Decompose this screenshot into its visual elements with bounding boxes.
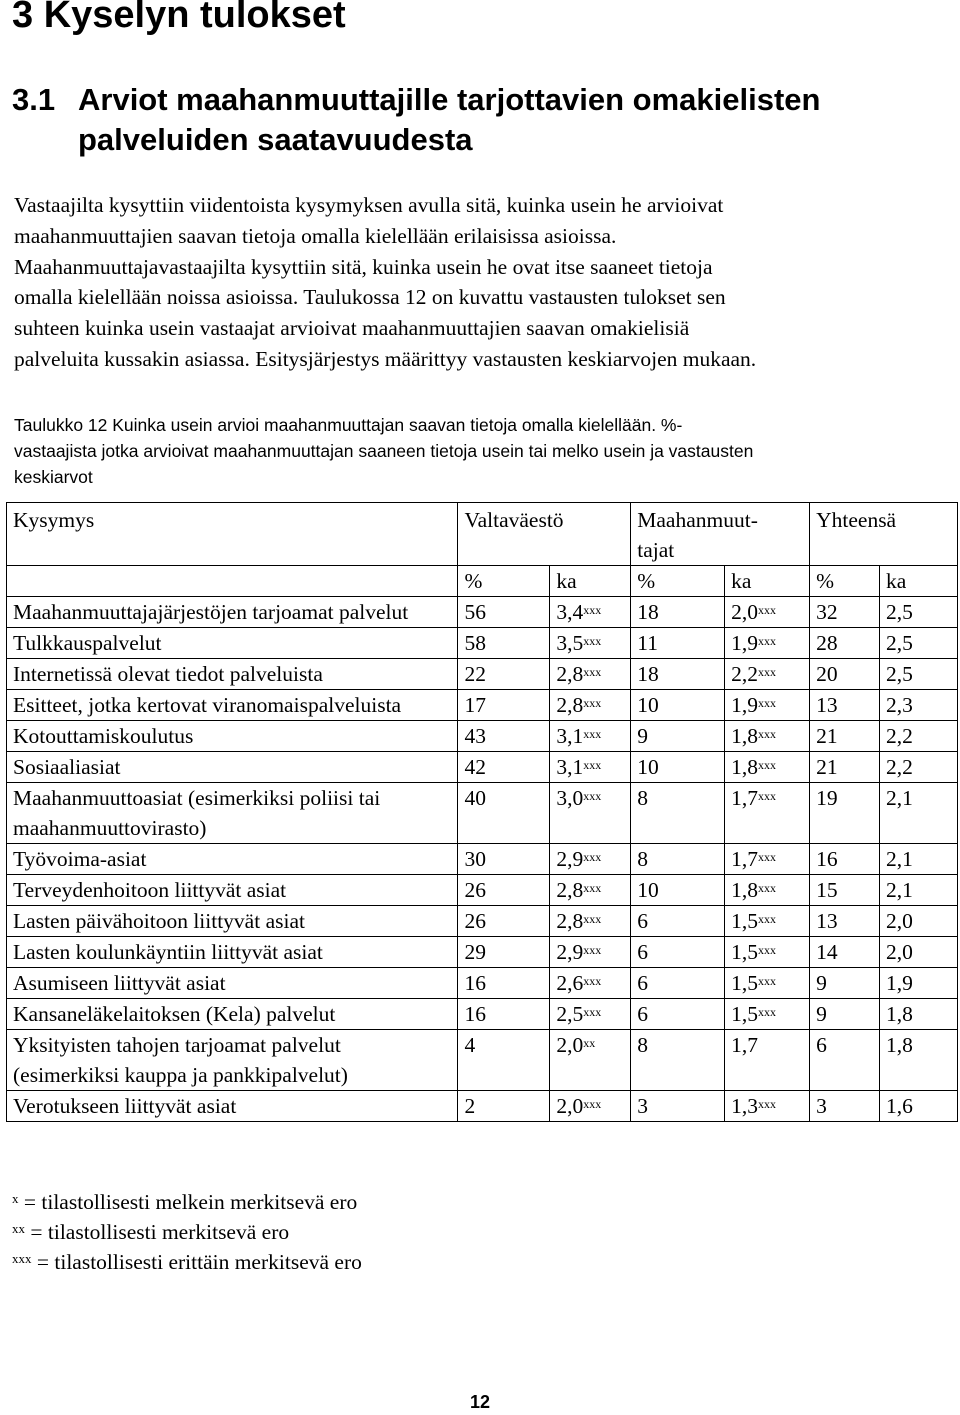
valtavaesto-percent: 29 — [458, 937, 550, 968]
significance-mark: xxx — [758, 634, 777, 648]
significance-mark: xxx — [758, 665, 777, 679]
mean-value: 1,8 — [731, 878, 759, 902]
note-line — [12, 1217, 362, 1247]
significance-mark: xxx — [583, 603, 602, 617]
mean-value: 1,5 — [731, 971, 759, 995]
table-row — [7, 844, 958, 875]
significance-mark: xxx — [583, 850, 602, 864]
valtavaesto-mean — [550, 721, 631, 752]
maahanmuuttajat-mean — [725, 690, 810, 721]
maahanmuuttajat-percent: 10 — [631, 875, 725, 906]
table-row — [7, 752, 958, 783]
yhteensa-percent: 6 — [810, 1030, 880, 1091]
valtavaesto-mean — [550, 844, 631, 875]
section-title-line-1: Arviot maahanmuuttajille tarjottavien omakielisten — [78, 82, 821, 117]
maahanmuuttajat-mean — [725, 937, 810, 968]
significance-mark: xx — [583, 1036, 596, 1050]
maahanmuuttajat-percent: 18 — [631, 597, 725, 628]
intro-line: palveluita kussakin asiassa. Esitysjärjestys määrittyy vastausten keskiarvojen mukaan. — [14, 346, 757, 371]
significance-mark: xxx — [583, 789, 602, 803]
maahanmuuttajat-percent: 6 — [631, 999, 725, 1030]
table-header-row — [7, 503, 958, 566]
yhteensa-mean: 2,1 — [880, 783, 958, 844]
maahanmuuttajat-percent: 8 — [631, 1030, 725, 1091]
significance-mark: xxx — [758, 789, 777, 803]
yhteensa-mean: 2,5 — [880, 628, 958, 659]
yhteensa-percent: 9 — [810, 968, 880, 999]
row-label: Asumiseen liittyvät asiat — [7, 968, 458, 999]
significance-mark: xxx — [758, 1097, 777, 1111]
mean-value: 2,8 — [556, 662, 584, 686]
valtavaesto-percent: 16 — [458, 999, 550, 1030]
mean-value: 3,0 — [556, 786, 584, 810]
mean-value: 1,7 — [731, 847, 759, 871]
row-label: Terveydenhoitoon liittyvät asiat — [7, 875, 458, 906]
maahanmuuttajat-percent: 6 — [631, 968, 725, 999]
row-label: Työvoima-asiat — [7, 844, 458, 875]
valtavaesto-percent: 2 — [458, 1091, 550, 1122]
mean-value: 3,1 — [556, 755, 584, 779]
yhteensa-percent: 28 — [810, 628, 880, 659]
significance-mark: xxx — [758, 912, 777, 926]
row-label: Lasten koulunkäyntiin liittyvät asiat — [7, 937, 458, 968]
yhteensa-mean: 1,6 — [880, 1091, 958, 1122]
mean-value: 1,7 — [731, 786, 759, 810]
valtavaesto-percent: 30 — [458, 844, 550, 875]
header-maahanmuuttajat-line-1: Maahanmuut- — [637, 508, 758, 532]
table-row — [7, 1091, 958, 1122]
yhteensa-mean: 2,0 — [880, 906, 958, 937]
table-row — [7, 937, 958, 968]
intro-line: omalla kielellään noissa asioissa. Taulukossa 12 on kuvattu vastausten tulokset sen — [14, 285, 726, 310]
yhteensa-percent: 16 — [810, 844, 880, 875]
valtavaesto-percent: 42 — [458, 752, 550, 783]
table-row — [7, 659, 958, 690]
maahanmuuttajat-percent: 3 — [631, 1091, 725, 1122]
yhteensa-percent: 3 — [810, 1091, 880, 1122]
valtavaesto-mean — [550, 1091, 631, 1122]
page-number: 12 — [469, 1392, 491, 1412]
yhteensa-percent: 13 — [810, 690, 880, 721]
table-row — [7, 690, 958, 721]
row-label: Sosiaaliasiat — [7, 752, 458, 783]
valtavaesto-mean — [550, 999, 631, 1030]
yhteensa-percent: 20 — [810, 659, 880, 690]
maahanmuuttajat-percent: 6 — [631, 937, 725, 968]
valtavaesto-percent: 4 — [458, 1030, 550, 1091]
maahanmuuttajat-percent: 11 — [631, 628, 725, 659]
valtavaesto-percent: 58 — [458, 628, 550, 659]
table-row — [7, 875, 958, 906]
yhteensa-percent: 21 — [810, 752, 880, 783]
valtavaesto-percent: 26 — [458, 875, 550, 906]
significance-mark: xxx — [583, 912, 602, 926]
mean-value: 2,8 — [556, 878, 584, 902]
mean-value: 1,8 — [731, 755, 759, 779]
significance-mark: xxx — [583, 696, 602, 710]
row-label: Yksityisten tahojen tarjoamat palvelut (esimerkiksi kauppa ja pankkipalvelut) — [7, 1030, 458, 1091]
table-caption — [14, 412, 954, 490]
row-label: Kansaneläkelaitoksen (Kela) palvelut — [7, 999, 458, 1030]
yhteensa-mean: 2,2 — [880, 752, 958, 783]
mean-value: 3,1 — [556, 724, 584, 748]
mean-value: 3,5 — [556, 631, 584, 655]
subheader-cell: ka — [880, 566, 958, 597]
table-row — [7, 1030, 958, 1091]
table-subheader-row — [7, 566, 958, 597]
yhteensa-percent: 15 — [810, 875, 880, 906]
mean-value: 1,8 — [731, 724, 759, 748]
row-label: Maahanmuuttajajärjestöjen tarjoamat palvelut — [7, 597, 458, 628]
significance-mark: xxx — [758, 603, 777, 617]
significance-mark: xxx — [583, 1097, 602, 1111]
significance-mark: xxx — [758, 974, 777, 988]
section-title-line-2: palveluiden saatavuudesta — [78, 122, 473, 157]
row-label: Tulkkauspalvelut — [7, 628, 458, 659]
yhteensa-mean: 1,8 — [880, 1030, 958, 1091]
maahanmuuttajat-mean — [725, 844, 810, 875]
table-body — [7, 597, 958, 1122]
maahanmuuttajat-mean — [725, 968, 810, 999]
maahanmuuttajat-mean — [725, 875, 810, 906]
mean-value: 1,7 — [731, 1033, 759, 1057]
valtavaesto-percent: 22 — [458, 659, 550, 690]
yhteensa-percent: 32 — [810, 597, 880, 628]
mean-value: 2,8 — [556, 693, 584, 717]
maahanmuuttajat-mean — [725, 628, 810, 659]
yhteensa-percent: 21 — [810, 721, 880, 752]
caption-line: keskiarvot — [14, 467, 93, 487]
yhteensa-mean: 2,1 — [880, 875, 958, 906]
valtavaesto-percent: 17 — [458, 690, 550, 721]
maahanmuuttajat-mean — [725, 752, 810, 783]
note-mark: x — [12, 1191, 19, 1206]
significance-mark: xxx — [758, 850, 777, 864]
significance-mark: xxx — [758, 881, 777, 895]
yhteensa-mean: 2,5 — [880, 659, 958, 690]
significance-mark: xxx — [758, 758, 777, 772]
valtavaesto-mean — [550, 690, 631, 721]
caption-line: Taulukko 12 Kuinka usein arvioi maahanmuuttajan saavan tietoja omalla kielellään. %- — [14, 415, 683, 435]
mean-value: 1,5 — [731, 909, 759, 933]
header-question: Kysymys — [7, 503, 458, 566]
valtavaesto-mean — [550, 968, 631, 999]
caption-line: vastaajista jotka arvioivat maahanmuuttajan saaneen tietoja usein tai melko usein ja vastausten — [14, 441, 754, 461]
header-maahanmuuttajat-line-2: tajat — [637, 538, 675, 562]
yhteensa-percent: 13 — [810, 906, 880, 937]
valtavaesto-percent: 16 — [458, 968, 550, 999]
valtavaesto-mean — [550, 937, 631, 968]
valtavaesto-mean — [550, 659, 631, 690]
maahanmuuttajat-percent: 10 — [631, 752, 725, 783]
mean-value: 2,0 — [556, 1094, 584, 1118]
valtavaesto-percent: 56 — [458, 597, 550, 628]
maahanmuuttajat-percent: 8 — [631, 844, 725, 875]
chapter-heading: 3 Kyselyn tulokset — [12, 0, 346, 36]
mean-value: 3,4 — [556, 600, 584, 624]
note-line — [12, 1247, 362, 1277]
valtavaesto-percent: 26 — [458, 906, 550, 937]
header-yhteensa: Yhteensä — [810, 503, 958, 566]
valtavaesto-mean — [550, 752, 631, 783]
significance-mark: xxx — [758, 696, 777, 710]
maahanmuuttajat-percent: 8 — [631, 783, 725, 844]
significance-mark: xxx — [583, 665, 602, 679]
mean-value: 2,9 — [556, 847, 584, 871]
mean-value: 2,2 — [731, 662, 759, 686]
mean-value: 2,0 — [556, 1033, 584, 1057]
header-maahanmuuttajat — [631, 503, 810, 566]
valtavaesto-mean — [550, 628, 631, 659]
significance-mark: xxx — [583, 727, 602, 741]
table-row — [7, 721, 958, 752]
section-heading — [12, 80, 820, 160]
valtavaesto-mean — [550, 1030, 631, 1091]
note-text: = tilastollisesti erittäin merkitsevä ero — [36, 1250, 362, 1274]
mean-value: 2,0 — [731, 600, 759, 624]
significance-mark: xxx — [583, 758, 602, 772]
significance-mark: xxx — [758, 1005, 777, 1019]
yhteensa-mean: 2,1 — [880, 844, 958, 875]
significance-mark: xxx — [583, 634, 602, 648]
subheader-cell: % — [631, 566, 725, 597]
yhteensa-mean: 2,0 — [880, 937, 958, 968]
maahanmuuttajat-mean — [725, 721, 810, 752]
note-line — [12, 1187, 362, 1217]
significance-mark: xxx — [583, 881, 602, 895]
table-row — [7, 999, 958, 1030]
header-valtavaesto: Valtaväestö — [458, 503, 631, 566]
valtavaesto-mean — [550, 783, 631, 844]
note-text: = tilastollisesti merkitsevä ero — [30, 1220, 290, 1244]
valtavaesto-mean — [550, 875, 631, 906]
note-mark: xxx — [12, 1251, 32, 1266]
valtavaesto-mean — [550, 597, 631, 628]
note-text: = tilastollisesti melkein merkitsevä ero — [23, 1190, 358, 1214]
table-row — [7, 628, 958, 659]
subheader-cell: ka — [550, 566, 631, 597]
yhteensa-mean: 2,2 — [880, 721, 958, 752]
mean-value: 2,5 — [556, 1002, 584, 1026]
yhteensa-mean: 2,3 — [880, 690, 958, 721]
maahanmuuttajat-mean — [725, 597, 810, 628]
subheader-cell: % — [458, 566, 550, 597]
subheader-empty — [7, 566, 458, 597]
mean-value: 1,5 — [731, 1002, 759, 1026]
row-label: Lasten päivähoitoon liittyvät asiat — [7, 906, 458, 937]
table-row — [7, 906, 958, 937]
row-label: Esitteet, jotka kertovat viranomaispalveluista — [7, 690, 458, 721]
valtavaesto-percent: 43 — [458, 721, 550, 752]
valtavaesto-percent: 40 — [458, 783, 550, 844]
maahanmuuttajat-mean — [725, 906, 810, 937]
maahanmuuttajat-percent: 18 — [631, 659, 725, 690]
results-table — [6, 502, 958, 1122]
mean-value: 1,9 — [731, 631, 759, 655]
note-mark: xx — [12, 1221, 25, 1236]
table-row — [7, 968, 958, 999]
yhteensa-mean: 1,9 — [880, 968, 958, 999]
maahanmuuttajat-mean — [725, 1030, 810, 1091]
significance-mark: xxx — [583, 1005, 602, 1019]
table-row — [7, 597, 958, 628]
row-label: Verotukseen liittyvät asiat — [7, 1091, 458, 1122]
subheader-cell: ka — [725, 566, 810, 597]
row-label: Maahanmuuttoasiat (esimerkiksi poliisi tai maahanmuuttovirasto) — [7, 783, 458, 844]
row-label: Internetissä olevat tiedot palveluista — [7, 659, 458, 690]
mean-value: 2,9 — [556, 940, 584, 964]
mean-value: 1,3 — [731, 1094, 759, 1118]
mean-value: 2,8 — [556, 909, 584, 933]
row-label: Kotouttamiskoulutus — [7, 721, 458, 752]
intro-paragraph — [14, 190, 954, 375]
valtavaesto-mean — [550, 906, 631, 937]
maahanmuuttajat-percent: 9 — [631, 721, 725, 752]
intro-line: Vastaajilta kysyttiin viidentoista kysymyksen avulla sitä, kuinka usein he arvioivat — [14, 193, 724, 217]
maahanmuuttajat-percent: 6 — [631, 906, 725, 937]
significance-mark: xxx — [758, 943, 777, 957]
intro-line: Maahanmuuttajavastaajilta kysyttiin sitä, kuinka usein he ovat itse saaneet tietoja — [14, 254, 713, 279]
section-number: 3.1 — [12, 82, 56, 117]
maahanmuuttajat-percent: 10 — [631, 690, 725, 721]
table-row — [7, 783, 958, 844]
mean-value: 1,9 — [731, 693, 759, 717]
mean-value: 2,6 — [556, 971, 584, 995]
intro-line: maahanmuuttajien saavan tietoja omalla kielellään erilaisissa asioissa. — [14, 223, 617, 248]
yhteensa-percent: 19 — [810, 783, 880, 844]
subheader-cell: % — [810, 566, 880, 597]
maahanmuuttajat-mean — [725, 999, 810, 1030]
significance-notes — [12, 1187, 362, 1277]
yhteensa-mean: 1,8 — [880, 999, 958, 1030]
maahanmuuttajat-mean — [725, 659, 810, 690]
mean-value: 1,5 — [731, 940, 759, 964]
significance-mark: xxx — [583, 974, 602, 988]
yhteensa-percent: 14 — [810, 937, 880, 968]
intro-line: suhteen kuinka usein vastaajat arvioivat maahanmuuttajien saavan omakielisiä — [14, 316, 690, 341]
yhteensa-mean: 2,5 — [880, 597, 958, 628]
maahanmuuttajat-mean — [725, 1091, 810, 1122]
significance-mark: xxx — [758, 727, 777, 741]
yhteensa-percent: 9 — [810, 999, 880, 1030]
maahanmuuttajat-mean — [725, 783, 810, 844]
significance-mark: xxx — [583, 943, 602, 957]
